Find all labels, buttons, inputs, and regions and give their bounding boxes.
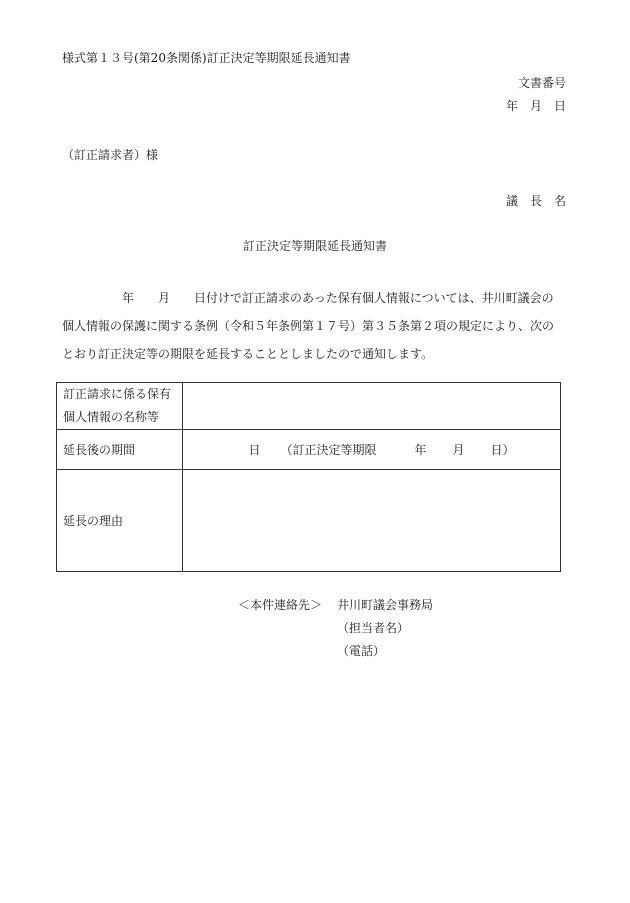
contact-phone: （電話） xyxy=(337,644,386,658)
info-name-label xyxy=(57,383,183,430)
extension-period-value xyxy=(183,430,561,470)
period-year: 年 xyxy=(414,443,427,457)
body-paragraph xyxy=(62,284,570,368)
notice-table xyxy=(56,382,561,572)
period-month: 月 xyxy=(452,443,465,457)
info-name-label-line-1: 訂正請求に係る保有 xyxy=(63,387,172,401)
table-row xyxy=(57,430,561,470)
body-line-1: 年 月 日付けで訂正請求のあった保有個人情報については、井川町議会の xyxy=(62,291,554,305)
contact-label: ＜本件連絡先＞ xyxy=(238,598,323,612)
form-id: 様式第１３号(第20条関係)訂正決定等期限延長通知書 xyxy=(62,51,351,65)
extension-reason-label: 延長の理由 xyxy=(57,470,183,572)
table-row xyxy=(57,470,561,572)
date-line: 年 月 日 xyxy=(505,99,566,113)
info-name-label-line-2: 個人情報の名称等 xyxy=(63,410,160,424)
sender-name: 議 長 名 xyxy=(505,194,566,208)
document-title: 訂正決定等期限延長通知書 xyxy=(242,239,387,253)
extension-period-label: 延長後の期間 xyxy=(57,430,183,470)
contact-person: （担当者名） xyxy=(337,621,410,635)
extension-reason-value xyxy=(183,470,561,572)
period-deadline-label: （訂正決定等期限 xyxy=(280,443,377,457)
period-day-close: 日） xyxy=(490,443,515,457)
body-line-3: とおり訂正決定等の期限を延長することとしましたので通知します。 xyxy=(62,347,434,361)
document-number: 文書番号 xyxy=(517,76,566,90)
body-line-2: 個人情報の保護に関する条例（令和５年条例第１７号）第３５条第２項の規定により、次の xyxy=(62,319,555,333)
period-day: 日 xyxy=(248,443,261,457)
contact-office: 井川町議会事務局 xyxy=(337,598,434,612)
addressee: （訂正請求者）様 xyxy=(62,148,159,162)
table-row xyxy=(57,383,561,430)
info-name-value xyxy=(183,383,561,430)
